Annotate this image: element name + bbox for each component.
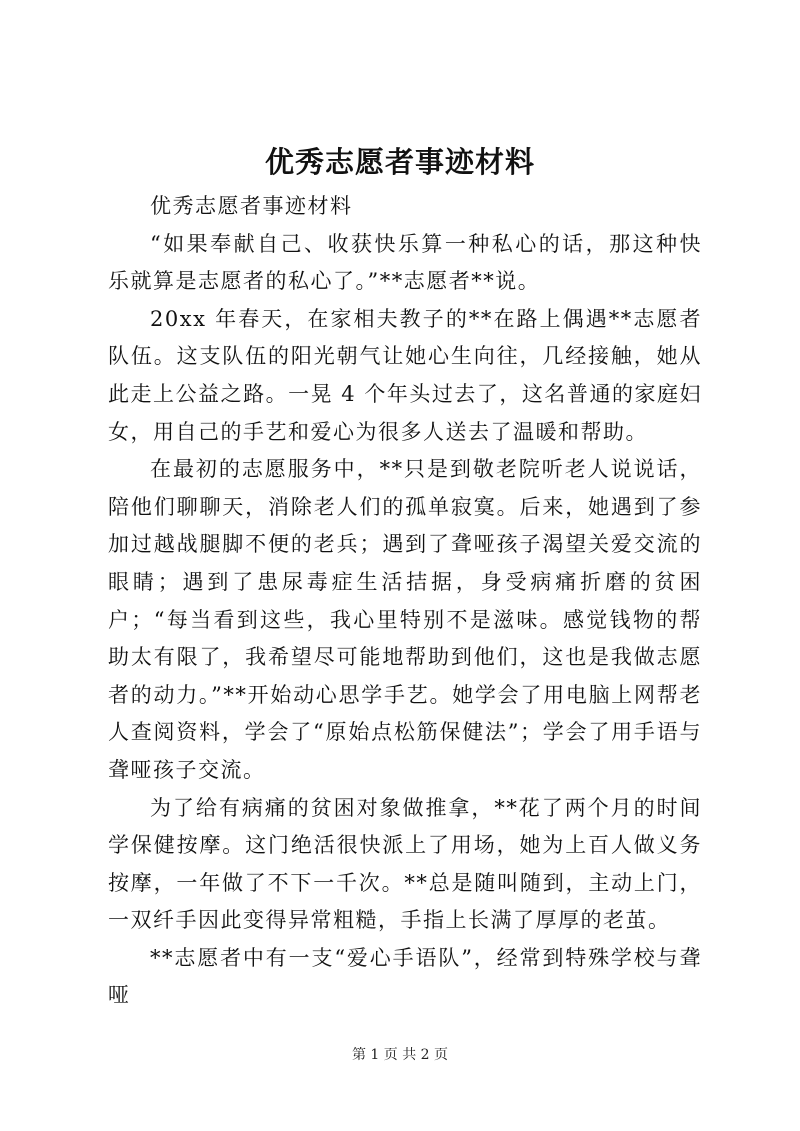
page-footer: 第 1 页 共 2 页 [351,1047,449,1063]
paragraph: 在最初的志愿服务中，**只是到敬老院听老人说说话，陪他们聊聊天，消除老人们的孤单寂寞。后来，她遇到了参加过越战腿脚不便的老兵；遇到了聋哑孩子渴望关爱交流的眼睛；遇到了患尿毒症生活拮据，身受病痛折磨的贫困户；“每当看到这些，我心里特别不是滋味。感觉钱物的帮助太有限了，我希望尽可能地帮助到他们，这也是我做志愿者的动力。”**开始动心思学手艺。她学会了用电脑上网帮老人查阅资料，学会了“原始点松筋保健法”；学会了用手语与聋哑孩子交流。 [108,457,702,782]
paragraph: **志愿者中有一支“爱心手语队”，经常到特殊学校与聋哑 [108,945,702,1008]
paragraph: 优秀志愿者事迹材料 [150,194,353,218]
paragraph: 20xx 年春天，在家相夫教子的**在路上偶遇**志愿者队伍。这支队伍的阳光朝气让她心生向往，几经接触，她从此走上公益之路。一晃 4 个年头过去了，这名普通的家庭妇女，用自己的手艺和爱心为很多人送去了温暖和帮助。 [108,306,702,444]
document-title: 优秀志愿者事迹材料 [264,145,535,179]
document-body [108,188,702,1015]
paragraph: “如果奉献自己、收获快乐算一种私心的话，那这种快乐就算是志愿者的私心了。”**志愿者**说。 [108,231,702,294]
paragraph: 为了给有病痛的贫困对象做推拿，**花了两个月的时间学保健按摩。这门绝活很快派上了用场，她为上百人做义务按摩，一年做了不下一千次。**总是随叫随到，主动上门，一双纤手因此变得异常粗糙，手指上长满了厚厚的老茧。 [108,795,702,933]
